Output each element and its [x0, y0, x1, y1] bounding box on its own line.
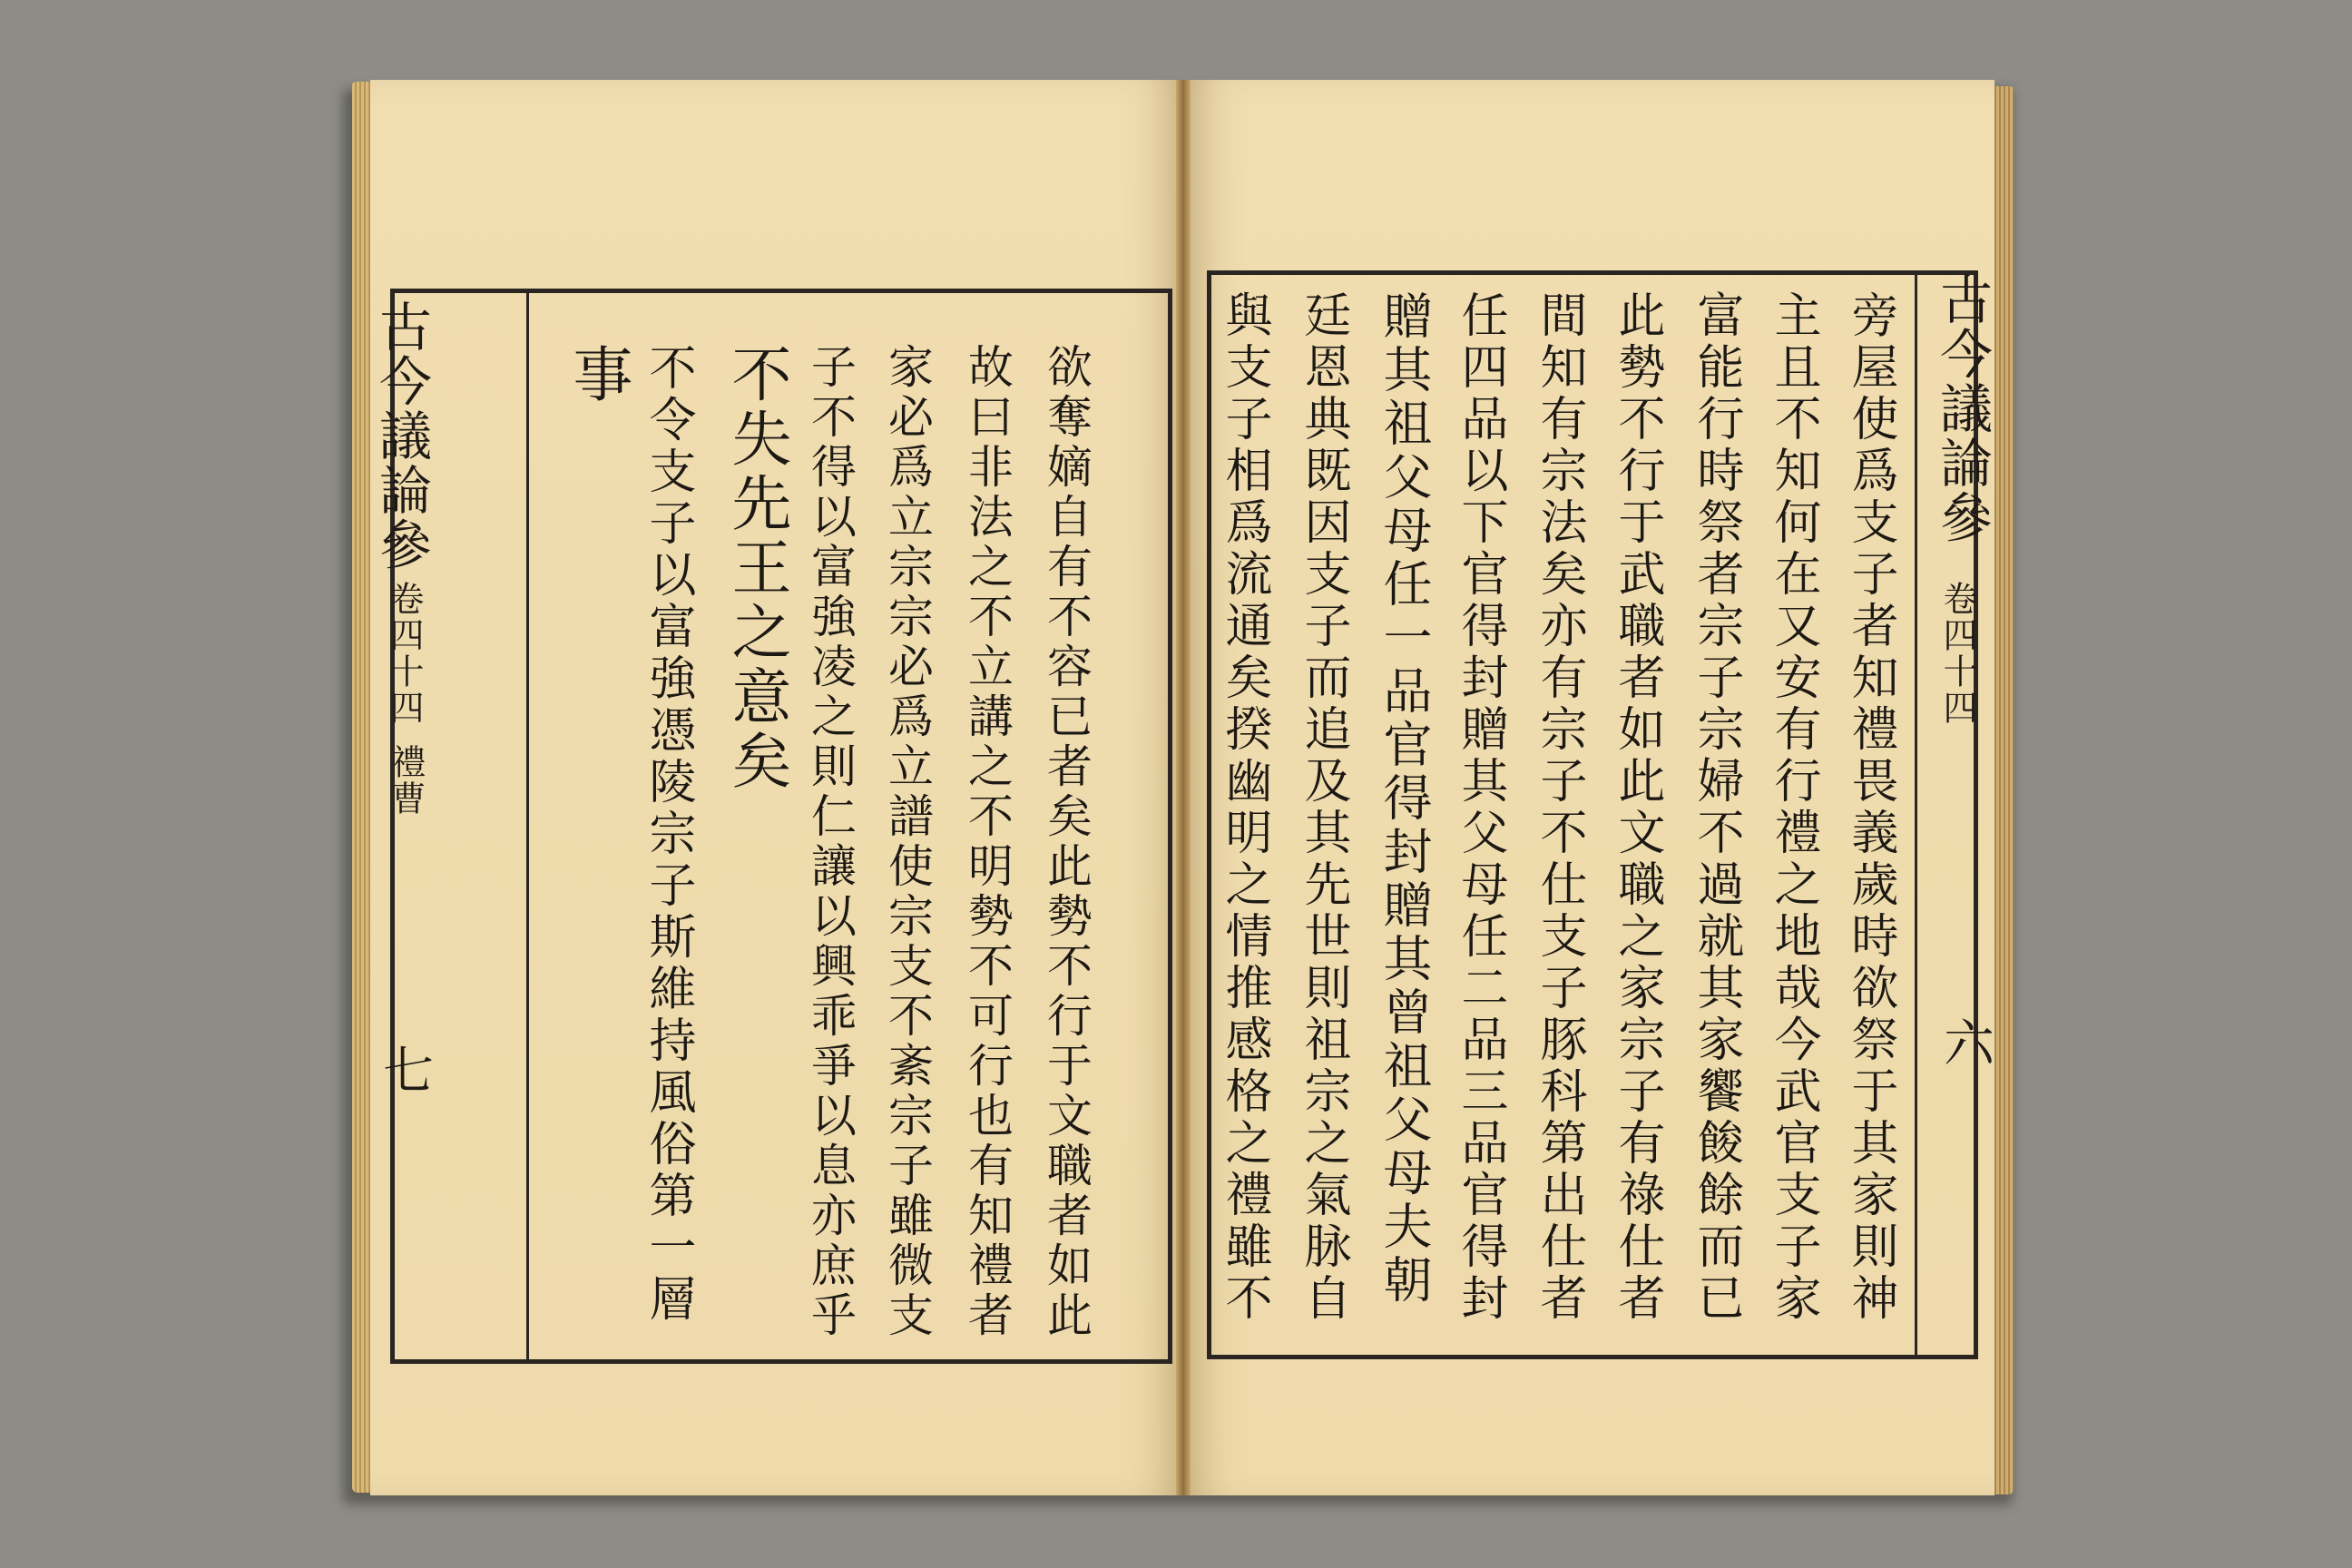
left-column-7: 欲奪嫡自有不容已者矣此勢不行于文職者如此: [1040, 343, 1093, 1341]
right-column-6: 任四品以下官得封贈其父母任二品三品官得封: [1453, 290, 1507, 1325]
left-column-3: 不失先王之意矣: [721, 343, 791, 794]
right-spine-volume: 卷四十四: [1937, 581, 1977, 726]
right-column-8: 廷恩典既因支子而追及其先世則祖宗之氣脉自: [1296, 290, 1350, 1325]
right-column-9: 與支子相爲流通矣揆幽明之情推感格之禮雖不: [1217, 290, 1271, 1325]
left-spine-volume: 卷四十四: [384, 581, 424, 726]
left-spine-title: 古今議論參: [370, 299, 432, 572]
book-gutter: [1176, 80, 1191, 1495]
left-column-6: 故曰非法之不立講之不明勢不可行也有知禮者: [961, 343, 1014, 1341]
right-column-7: 贈其祖父母任一品官得封贈其曾祖父母夫朝: [1376, 290, 1433, 1308]
left-spine-section: 禮曹: [386, 744, 426, 817]
left-folio: 七: [375, 1044, 434, 1094]
left-column-5: 家必爲立宗宗必爲立譜使宗支不紊宗子雖微支: [881, 343, 934, 1341]
left-column-4: 子不得以富強凌之則仁讓以興乖爭以息亦庶乎: [804, 343, 857, 1341]
right-folio: 六: [1936, 1016, 1994, 1067]
left-column-1: 事: [563, 343, 632, 407]
right-column-3: 富能行時祭者宗子宗婦不過就其家饗餕餘而已: [1689, 290, 1743, 1325]
right-spine-title: 古今議論參: [1931, 272, 1993, 544]
right-ruling-line: [1915, 270, 1917, 1359]
right-column-5: 間知有宗法矣亦有宗子不仕支子豚科第出仕者: [1532, 290, 1586, 1325]
right-column-1: 旁屋使爲支子者知禮畏義歲時欲祭于其家則神: [1843, 290, 1897, 1325]
left-column-2: 不令支子以富強憑陵宗子斯維持風俗第一層: [641, 343, 695, 1326]
right-column-4: 此勢不行于武職者如此文職之家宗子有祿仕者: [1610, 290, 1664, 1325]
right-column-2: 主且不知何在又安有行禮之地哉今武官支子家: [1766, 290, 1820, 1325]
left-ruling-line: [526, 289, 529, 1364]
